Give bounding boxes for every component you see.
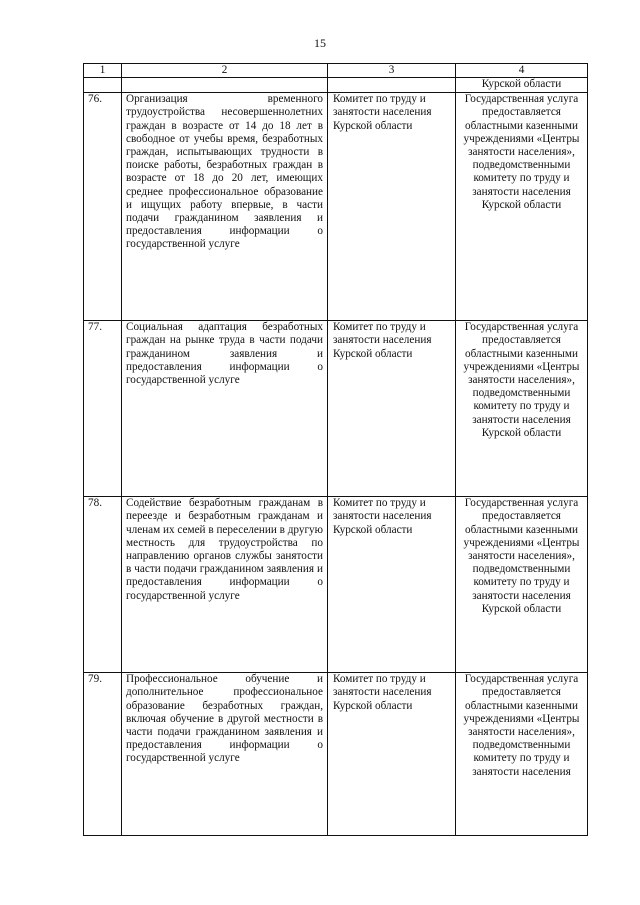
continuation-row xyxy=(84,78,588,93)
service-name: Социальная адаптация безработных граждан на рынке труда в части подачи гражданином заявления и предоставления информации о государственной услуге xyxy=(122,321,328,497)
table-row xyxy=(84,497,588,673)
responsible-agency: Комитет по труду и занятости населения Курской области xyxy=(328,321,456,497)
table-header-row xyxy=(84,64,588,78)
service-name: Профессиональное обучение и дополнительное профессиональное образование безработных граждан, включая обучение в другой местности в части подачи гражданином заявления и предоставления информации о государственной услуге xyxy=(122,673,328,836)
row-number: 79. xyxy=(84,673,122,836)
service-note: Государственная услуга предоставляется областными казенными учреждениями «Центры занятости населения», подведомственными комитету по труду и занятости населения xyxy=(456,673,588,836)
column-header-4: 4 xyxy=(456,64,588,78)
row-number: 76. xyxy=(84,93,122,321)
responsible-agency: Комитет по труду и занятости населения Курской области xyxy=(328,497,456,673)
services-table xyxy=(83,63,588,836)
continuation-text: Курской области xyxy=(456,78,588,93)
service-note: Государственная услуга предоставляется областными казенными учреждениями «Центры занятости населения», подведомственными комитету по труду и занятости населения Курской области xyxy=(456,497,588,673)
service-note: Государственная услуга предоставляется областными казенными учреждениями «Центры занятости населения», подведомственными комитету по труду и занятости населения Курской области xyxy=(456,93,588,321)
page-number: 15 xyxy=(314,36,326,50)
table-row xyxy=(84,93,588,321)
column-header-1: 1 xyxy=(84,64,122,78)
column-header-3: 3 xyxy=(328,64,456,78)
service-name: Содействие безработным гражданам в переезде и безработным гражданам и членам их семей в переселении в другую местность для трудоустройства по направлению органов службы занятости в части подачи гражданином заявления и предоставления информации о государственной услуге xyxy=(122,497,328,673)
responsible-agency: Комитет по труду и занятости населения Курской области xyxy=(328,93,456,321)
table-row xyxy=(84,321,588,497)
service-name: Организация временного трудоустройства несовершеннолетних граждан в возрасте от 14 до 18 лет в свободное от учебы время, безработных граждан, испытывающих трудности в поиске работы, безработных граждан в возрасте от 18 до 20 лет, имеющих среднее профессиональное образование и ищущих работу впервые, в части подачи гражданином заявления и предоставления информации о государственной услуге xyxy=(122,93,328,321)
table-row xyxy=(84,673,588,836)
row-number: 78. xyxy=(84,497,122,673)
column-header-2: 2 xyxy=(122,64,328,78)
responsible-agency: Комитет по труду и занятости населения Курской области xyxy=(328,673,456,836)
row-number: 77. xyxy=(84,321,122,497)
service-note: Государственная услуга предоставляется областными казенными учреждениями «Центры занятости населения», подведомственными комитету по труду и занятости населения Курской области xyxy=(456,321,588,497)
